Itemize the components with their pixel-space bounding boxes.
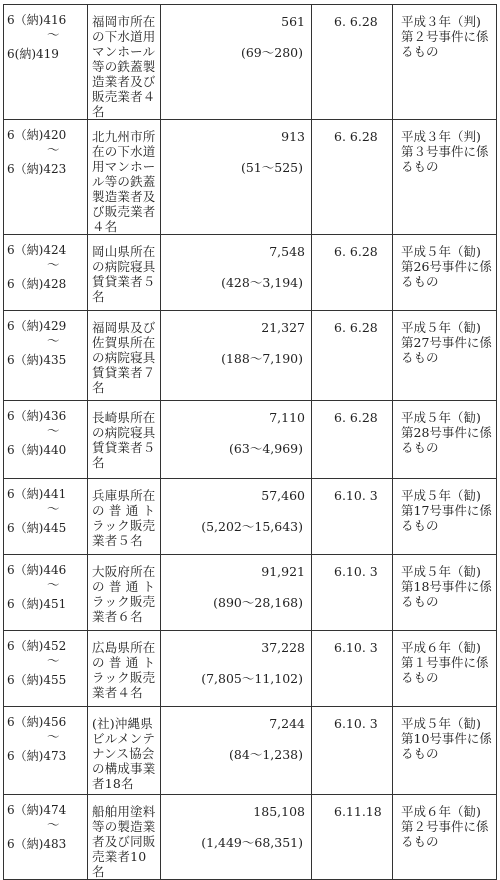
document-page (3, 4, 496, 879)
range-tilde: ～ (47, 27, 60, 42)
order-date-cell: 6. 6.28 (312, 120, 393, 235)
surcharge-total: 21,327 (261, 320, 305, 335)
order-number-cell (4, 5, 88, 120)
amount-cell (161, 555, 312, 631)
surcharge-total: 7,110 (269, 410, 305, 425)
amount-cell (161, 235, 312, 311)
order-number-from: 6（納)429 (7, 319, 67, 333)
table-row (4, 631, 497, 707)
order-date-cell: 6.10. 3 (312, 555, 393, 631)
order-date-cell: 6. 6.28 (312, 401, 393, 479)
amount-cell (161, 631, 312, 707)
table-row (4, 401, 497, 479)
case-reference-cell: 平成５年（勧) 第18号事件に係 るもの (393, 555, 497, 631)
order-number-cell (4, 235, 88, 311)
range-tilde: ～ (47, 729, 60, 744)
surcharge-range: (69～280) (240, 45, 303, 60)
respondent-cell: 北九州市所 在の下水道 用マンホー ル等の鉄蓋 製造業者及 び販売業者 ４名 (88, 120, 161, 235)
surcharge-total: 37,228 (261, 640, 305, 655)
range-tilde: ～ (47, 257, 60, 272)
amount-cell (161, 401, 312, 479)
order-number-to: 6（納)455 (7, 673, 67, 687)
table-row (4, 707, 497, 795)
amount-cell (161, 479, 312, 555)
order-number-from: 6（納)446 (7, 563, 67, 577)
range-tilde: ～ (47, 653, 60, 668)
surcharge-range: (1,449～68,351) (201, 835, 303, 850)
table-row (4, 479, 497, 555)
table-row (4, 311, 497, 401)
case-reference-cell: 平成６年（勧) 第１号事件に係 るもの (393, 631, 497, 707)
surcharge-range: (890～28,168) (213, 595, 303, 610)
order-number-to: 6（納)440 (7, 443, 67, 457)
order-number-cell (4, 555, 88, 631)
order-number-to: 6（納)423 (7, 162, 67, 176)
order-date-cell: 6. 6.28 (312, 235, 393, 311)
order-number-cell (4, 479, 88, 555)
case-reference-cell: 平成５年（勧) 第17号事件に係 るもの (393, 479, 497, 555)
table-row (4, 235, 497, 311)
order-date-cell: 6. 6.28 (312, 311, 393, 401)
surcharge-total: 7,548 (269, 244, 305, 259)
respondent-cell: 広島県所在 の 普 通 ト ラック販売 業者４名 (88, 631, 161, 707)
order-date-cell: 6. 6.28 (312, 5, 393, 120)
surcharge-total: 561 (281, 14, 305, 29)
respondent-cell: 福岡県及び 佐賀県所在 の病院寝具 賃貸業者７ 名 (88, 311, 161, 401)
order-date-cell: 6.10. 3 (312, 631, 393, 707)
order-number-from: 6（納)441 (7, 487, 67, 501)
case-reference-cell: 平成３年（判) 第３号事件に係 るもの (393, 120, 497, 235)
range-tilde: ～ (47, 817, 60, 832)
table-row (4, 5, 497, 120)
order-date-cell: 6.10. 3 (312, 707, 393, 795)
order-number-from: 6（納)436 (7, 409, 67, 423)
order-date-cell: 6.11.18 (312, 795, 393, 880)
order-number-to: 6（納)473 (7, 749, 67, 763)
respondent-cell: 長崎県所在 の病院寝具 賃貸業者５ 名 (88, 401, 161, 479)
case-reference-cell: 平成５年（勧) 第10号事件に係 るもの (393, 707, 497, 795)
range-tilde: ～ (47, 577, 60, 592)
order-number-cell (4, 311, 88, 401)
range-tilde: ～ (47, 333, 60, 348)
respondent-cell: (社)沖縄県 ビルメンテ ナンス協会 の構成事業 者18名 (88, 707, 161, 795)
order-number-to: 6（納)483 (7, 837, 67, 851)
surcharge-total: 91,921 (261, 564, 305, 579)
surcharge-total: 185,108 (253, 804, 305, 819)
order-number-cell (4, 401, 88, 479)
respondent-cell: 岡山県所在 の病院寝具 賃貸業者５ 名 (88, 235, 161, 311)
respondent-cell: 大阪府所在 の 普 通 ト ラック販売 業者６名 (88, 555, 161, 631)
case-reference-cell: 平成５年（勧) 第28号事件に係 るもの (393, 401, 497, 479)
surcharge-range: (428～3,194) (221, 275, 303, 290)
surcharge-range: (51～525) (240, 160, 303, 175)
order-number-to: 6（納)435 (7, 353, 67, 367)
order-number-from: 6（納)424 (7, 243, 67, 257)
order-number-from: 6（納)416 (7, 13, 67, 27)
order-number-from: 6（納)474 (7, 803, 67, 817)
case-reference-cell: 平成５年（勧) 第26号事件に係 るもの (393, 235, 497, 311)
order-number-cell (4, 631, 88, 707)
order-number-to: 6（納)451 (7, 597, 67, 611)
amount-cell (161, 5, 312, 120)
range-tilde: ～ (47, 142, 60, 157)
table-body (4, 5, 497, 880)
order-number-from: 6（納)456 (7, 715, 67, 729)
order-number-cell (4, 120, 88, 235)
order-number-to: 6（納)445 (7, 521, 67, 535)
range-tilde: ～ (47, 423, 60, 438)
surcharge-range: (188～7,190) (221, 351, 303, 366)
amount-cell (161, 795, 312, 880)
surcharge-table (3, 4, 497, 880)
order-number-to: 6（納)428 (7, 277, 67, 291)
respondent-cell: 兵庫県所在 の 普 通 ト ラック販売 業者５名 (88, 479, 161, 555)
case-reference-cell: 平成３年（判) 第２号事件に係 るもの (393, 5, 497, 120)
case-reference-cell: 平成５年（勧) 第27号事件に係 るもの (393, 311, 497, 401)
surcharge-range: (63～4,969) (229, 441, 303, 456)
table-row (4, 120, 497, 235)
order-number-cell (4, 707, 88, 795)
respondent-cell: 船舶用塗料 等の製造業 者及び同販 売業者10名 (88, 795, 161, 880)
amount-cell (161, 707, 312, 795)
order-date-cell: 6.10. 3 (312, 479, 393, 555)
surcharge-range: (5,202～15,643) (201, 519, 303, 534)
order-number-cell (4, 795, 88, 880)
range-tilde: ～ (47, 501, 60, 516)
surcharge-range: (7,805～11,102) (201, 671, 303, 686)
case-reference-cell: 平成６年（勧) 第２号事件に係 るもの (393, 795, 497, 880)
order-number-from: 6（納)420 (7, 128, 67, 142)
surcharge-total: 913 (281, 129, 305, 144)
amount-cell (161, 311, 312, 401)
order-number-from: 6（納)452 (7, 639, 67, 653)
surcharge-range: (84～1,238) (229, 747, 303, 762)
order-number-to: 6(納)419 (7, 47, 59, 61)
respondent-cell: 福岡市所在 の下水道用 マンホール 等の鉄蓋製 造業者及び 販売業者４ 名 (88, 5, 161, 120)
surcharge-total: 7,244 (269, 716, 305, 731)
table-row (4, 795, 497, 880)
amount-cell (161, 120, 312, 235)
surcharge-total: 57,460 (261, 488, 305, 503)
table-row (4, 555, 497, 631)
